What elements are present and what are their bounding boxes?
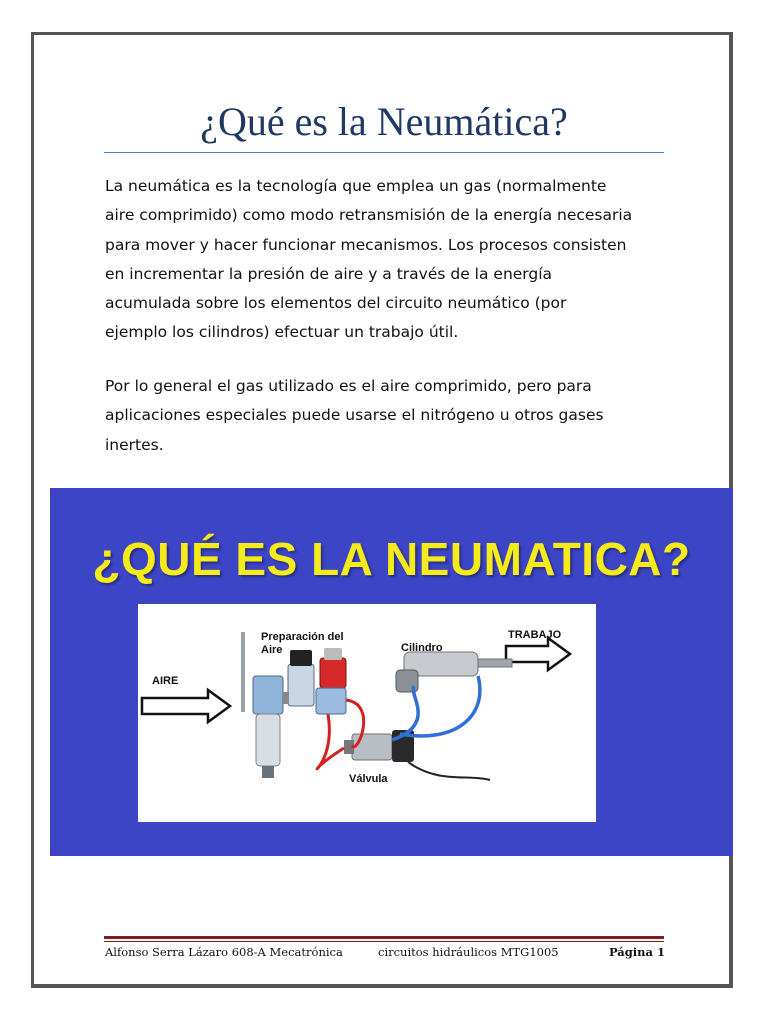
label-preparacion-1: Preparación del (261, 631, 344, 643)
output-arrow-icon (506, 638, 570, 670)
page-title: ¿Qué es la Neumática? (200, 99, 568, 144)
title-underline (104, 152, 664, 153)
label-preparacion-2: Aire (261, 644, 283, 656)
neumatica-banner (50, 488, 733, 856)
input-arrow-icon (142, 690, 230, 722)
mounting-rod (241, 632, 245, 712)
label-valvula: Válvula (349, 773, 388, 785)
valve-cable (408, 762, 490, 780)
label-aire: AIRE (152, 675, 179, 687)
page-footer (105, 945, 665, 963)
paragraph-gas: Por lo general el gas utilizado es el aire comprimido, pero para aplicaciones especiales puede usarse el nitrógeno u otros gases inertes. (105, 377, 604, 454)
air-preparation-unit-icon (253, 648, 346, 778)
red-hose-2 (317, 714, 344, 769)
footer-author: Alfonso Serra Lázaro 608-A Mecatrónica (105, 945, 343, 959)
footer-rule-thick (104, 936, 664, 939)
footer-course: circuitos hidráulicos MTG1005 (378, 945, 559, 959)
footer-rule-thin (104, 941, 664, 942)
pneumatic-diagram (138, 604, 596, 822)
label-trabajo: TRABAJO (508, 629, 562, 641)
banner-title: ¿QUÉ ES LA NEUMATICA? (92, 533, 691, 585)
label-cilindro: Cilindro (401, 642, 443, 654)
pneumatic-diagram-graphic (138, 604, 596, 822)
footer-page-number: Página 1 (608, 945, 665, 959)
paragraph-definition: La neumática es la tecnología que emplea un gas (normalmente aire comprimido) como modo retransmisión de la energía necesaria para mover y hacer funcionar mecanismos. Los procesos consisten en incrementar la presión de aire y a través de la energía acumulada sobre los elementos del circuito neumático (por ejemplo los cilindros) efectuar un trabajo útil. (105, 177, 633, 342)
